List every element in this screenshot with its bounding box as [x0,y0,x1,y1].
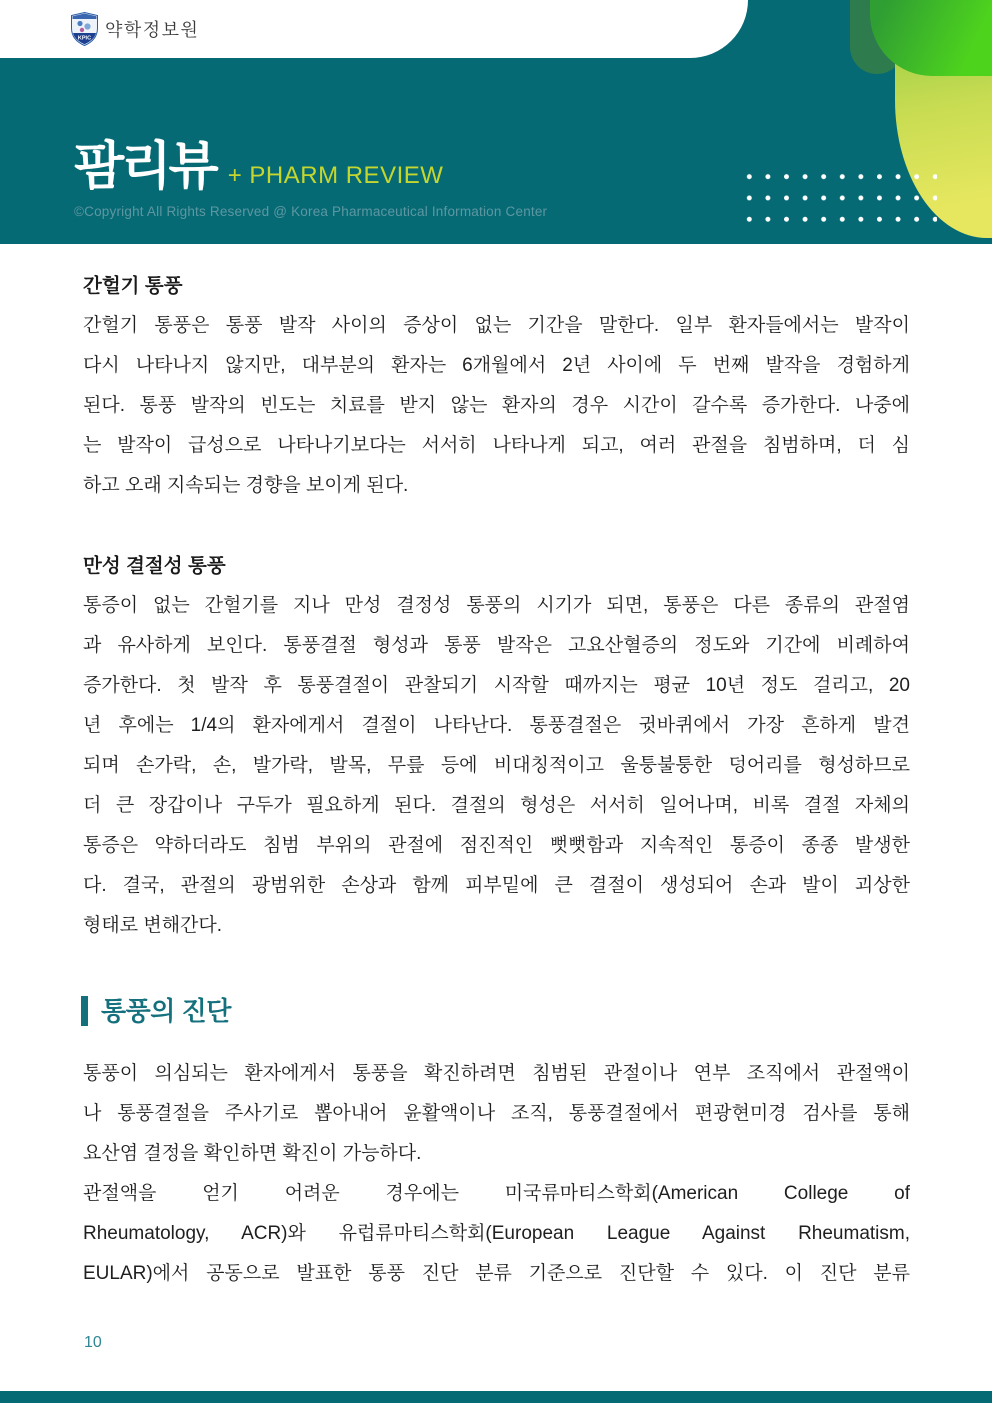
text-section [83,1054,910,1294]
body-text-line: 는 발작이 급성으로 나타나기보다는 서서히 나타나게 되고, 여러 관절을 침범하며, 더 심 [83,435,910,456]
body-text-line: 요산염 결정을 확인하면 확진이 가능하다. [83,1143,422,1164]
kpic-badge-text: KPIC [77,35,92,42]
body-text-line: 다. 결국, 관절의 광범위한 손상과 함께 피부밑에 큰 결절이 생성되어 손과 발이 괴상한 [83,875,910,896]
copyright-line: ©Copyright All Rights Reserved @ Korea Pharmaceutical Information Center [74,204,548,219]
body-text-line: 형태로 변해간다. [83,915,223,936]
text-section [83,266,910,506]
section-heading-text: 통풍의 진단 [101,996,231,1026]
body-text-line: 년 후에는 1/4의 환자에게서 결절이 나타난다. 통풍결절은 귓바퀴에서 가장 흔하게 발견 [83,715,910,736]
sub-heading: 만성 결절성 통풍 [83,555,226,577]
header-band [0,0,992,244]
body-text-line: 통증은 약하더라도 침범 부위의 관절에 점진적인 뻣뻣함과 지속적인 통증이 종종 발생한 [83,835,910,856]
document-body [0,244,992,1294]
kpic-shield-icon [71,12,98,46]
body-text-line: 나 통풍결절을 주사기로 뽑아내어 윤활액이나 조직, 통풍결절에서 편광현미경 검사를 통해 [83,1103,910,1124]
body-text-line: 과 유사하게 보인다. 통풍결절 형성과 통풍 발작은 고요산혈증의 정도와 기간에 비례하여 [83,635,910,656]
org-logo [71,12,199,46]
body-text-line: 증가한다. 첫 발작 후 통풍결절이 관찰되기 시작할 때까지는 평균 10년 정도 걸리고, 20 [83,675,910,696]
body-text-line: EULAR)에서 공동으로 발표한 통풍 진단 분류 기준으로 진단할 수 있다. 이 진단 분류 [83,1263,910,1284]
footer-band [0,1391,992,1403]
title-block [74,138,547,219]
body-text-line: 간헐기 통풍은 통풍 발작 사이의 증상이 없는 기간을 말한다. 일부 환자들에서는 발작이 [83,315,910,336]
body-text-line: 더 큰 장갑이나 구두가 필요하게 된다. 결절의 형성은 서서히 일어나며, 비록 결절 자체의 [83,795,910,816]
sub-heading: 간헐기 통풍 [83,275,183,297]
body-text-line: 하고 오래 지속되는 경향을 보이게 된다. [83,475,409,496]
page-number: 10 [84,1334,102,1351]
top-bar [0,0,748,58]
page-title-korean: 팜리뷰 [74,138,216,196]
section-heading-main [81,994,910,1028]
body-text-line: Rheumatology, ACR)와 유럽류마티스학회(European League Against Rheumatism, [83,1223,910,1244]
body-text-line: 되며 손가락, 손, 발가락, 발목, 무릎 등에 비대칭적이고 울퉁불퉁한 덩어리를 형성하므로 [83,755,910,776]
body-text-line: 다시 나타나지 않지만, 대부분의 환자는 6개월에서 2년 사이에 두 번째 발작을 경험하게 [83,355,910,376]
text-section [83,546,910,946]
body-text-line: 통풍이 의심되는 환자에게서 통풍을 확진하려면 침범된 관절이나 연부 조직에서 관절액이 [83,1063,910,1084]
body-text-line: 통증이 없는 간헐기를 지나 만성 결정성 통풍의 시기가 되면, 통풍은 다른 종류의 관절염 [83,595,910,616]
heading-accent-bar [81,996,88,1026]
page-title-english: + PHARM REVIEW [227,162,444,189]
deco-dot-grid [736,162,937,226]
body-text-line: 관절액을 얻기 어려운 경우에는 미국류마티스학회(American College of [83,1183,910,1204]
body-text-line: 된다. 통풍 발작의 빈도는 치료를 받지 않는 환자의 경우 시간이 갈수록 증가한다. 나중에 [83,395,910,416]
org-name: 약학정보원 [105,20,200,40]
